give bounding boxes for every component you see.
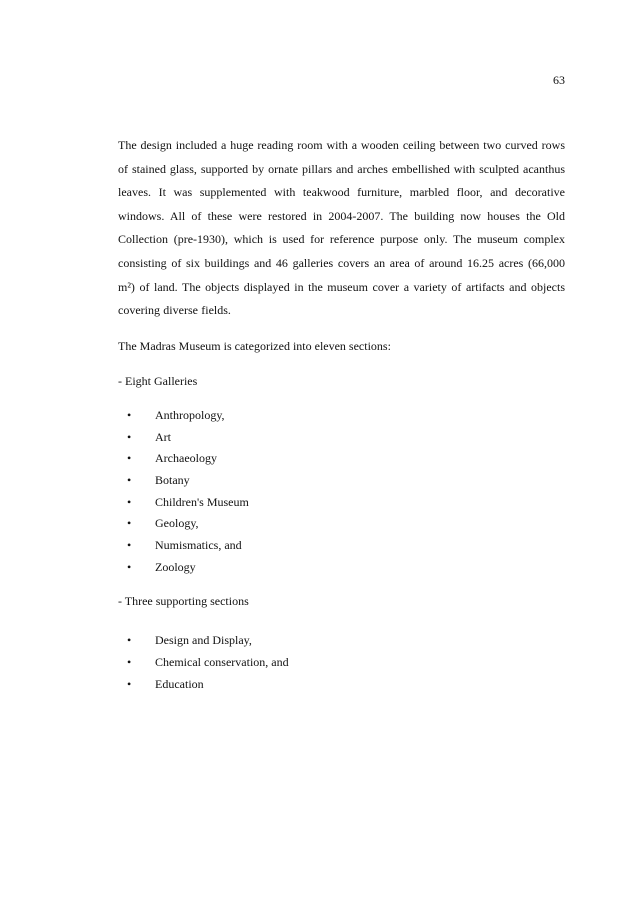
bullet-icon: • [127,676,132,691]
list-item [118,557,565,579]
list-item [118,492,565,514]
list-item [118,674,565,696]
spacer [118,358,565,370]
bullet-icon: • [127,559,132,574]
spacer [118,323,565,335]
sections-intro: The Madras Museum is categorized into eleven sections: [118,338,391,353]
galleries-heading: - Eight Galleries [118,374,198,389]
bullet-icon: • [127,538,132,553]
list-item [118,513,565,535]
bullet-icon: • [127,654,132,669]
bullet-icon: • [127,429,132,444]
bullet-icon: • [127,451,132,466]
bullet-icon: • [127,516,132,531]
bullet-icon: • [127,633,132,648]
list-item-label: Children's Museum [155,494,249,509]
galleries-list [118,405,565,579]
list-item [118,405,565,427]
supporting-heading: - Three supporting sections [118,593,249,608]
intro-paragraph: The design included a huge reading room with a wooden ceiling between two curved rows of stained glass, supported by ornate pillars and arches embellished with sculpted acanthus leaves. It was supplemented with teakwood furniture, marbled floor, and decorative windows. All of these were restored in 2004-2007. The building now houses the Old Collection (pre-1930), which is used for reference purpose only. The museum complex consisting of six buildings and 46 galleries covers an area of around 16.25 acres (66,000 m²) of land. The objects displayed in the museum cover a variety of artifacts and objects covering diverse fields. [118,138,565,318]
list-item [118,470,565,492]
list-item-label: Archaeology [155,451,217,466]
list-item-label: Education [155,676,204,691]
list-item-label: Chemical conservation, and [155,654,289,669]
list-item-label: Design and Display, [155,633,252,648]
list-item-label: Zoology [155,559,196,574]
list-item [118,630,565,652]
spacer [118,613,565,630]
bullet-icon: • [127,494,132,509]
bullet-icon: • [127,473,132,488]
list-item-label: Numismatics, and [155,538,242,553]
list-item-label: Geology, [155,516,199,531]
bullet-icon: • [127,407,132,422]
page-number: 63 [553,73,565,87]
list-item-label: Art [155,429,171,444]
list-item [118,535,565,557]
page-content [118,134,565,695]
spacer [118,579,565,590]
list-item-label: Botany [155,473,190,488]
list-item-label: Anthropology, [155,407,225,422]
supporting-list [118,630,565,695]
list-item [118,427,565,449]
list-item [118,652,565,674]
list-item [118,448,565,470]
spacer [118,394,565,405]
